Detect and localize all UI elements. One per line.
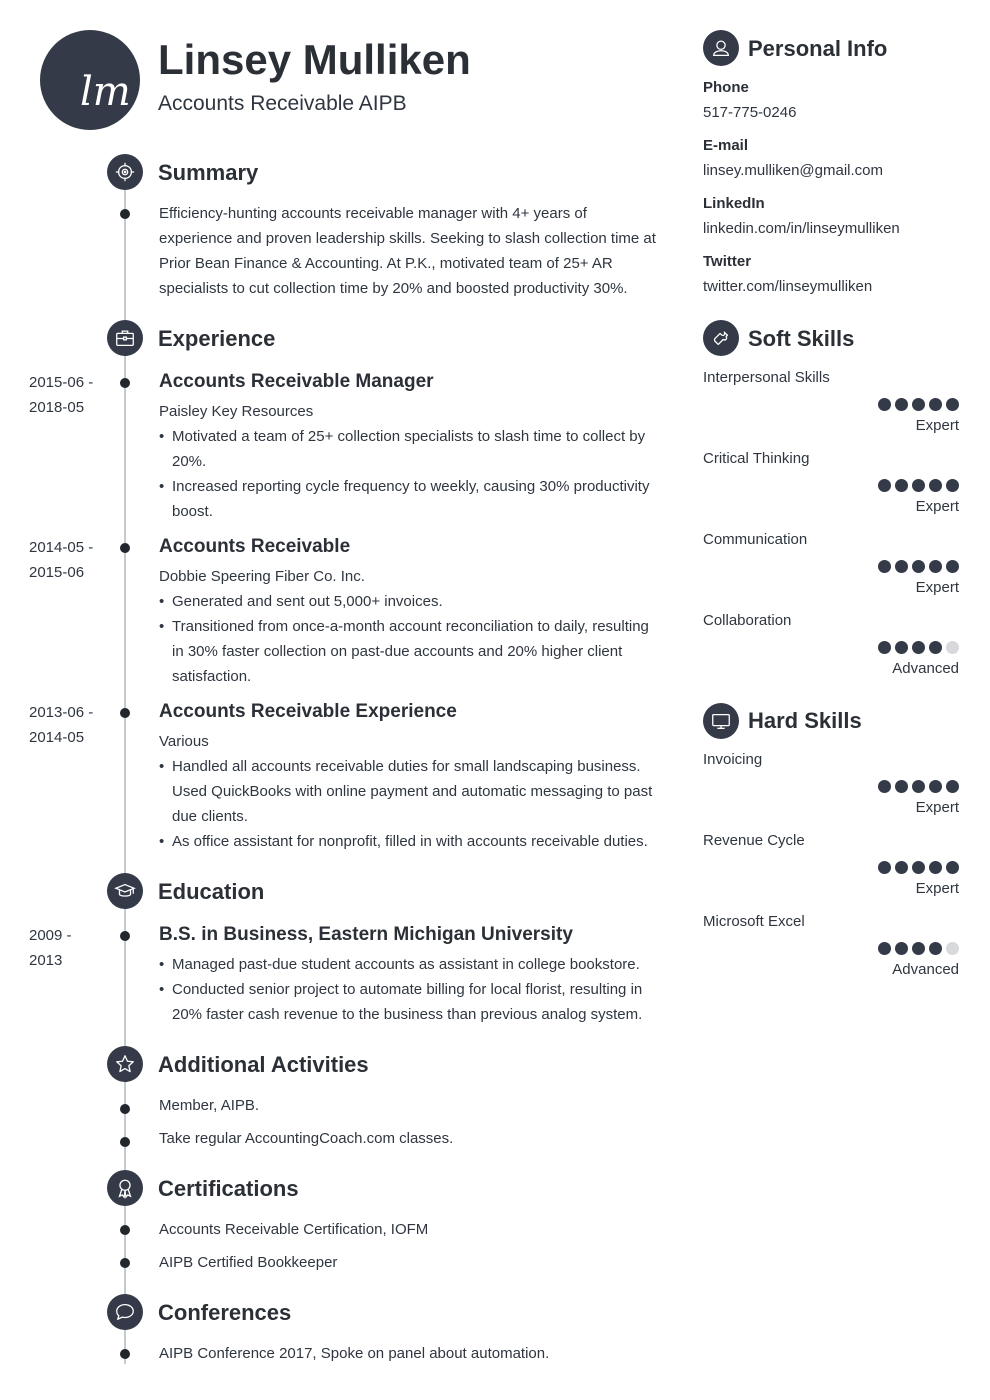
bullet-item: • Handled all accounts receivable duties for small landscaping business. Used QuickBooks with online payment and automatic messaging to past due clients. bbox=[159, 754, 664, 829]
job-entry bbox=[159, 370, 664, 524]
activities-heading: Additional Activities bbox=[158, 1052, 369, 1077]
job-dates bbox=[29, 700, 109, 750]
skill-name: Communication bbox=[703, 531, 808, 548]
job-company: Dobbie Speering Fiber Co. Inc. bbox=[159, 568, 365, 585]
soft-skills-heading: Soft Skills bbox=[748, 326, 855, 351]
job-date-end: 2018-05 bbox=[29, 399, 85, 416]
degree-title: B.S. in Business, Eastern Michigan University bbox=[159, 924, 573, 945]
rating-dot-filled bbox=[912, 479, 925, 492]
timeline-dot bbox=[120, 378, 130, 388]
timeline-dot bbox=[120, 543, 130, 553]
job-title: Accounts Receivable bbox=[159, 536, 351, 557]
skill-level: Expert bbox=[915, 417, 959, 434]
experience-heading: Experience bbox=[158, 326, 276, 351]
rating-dot-filled bbox=[878, 780, 891, 793]
skill-name: Invoicing bbox=[703, 751, 763, 768]
bullet-item: • Managed past-due student accounts as assistant in college bookstore. bbox=[159, 952, 664, 977]
phone-value[interactable]: 517-775-0246 bbox=[703, 104, 797, 121]
conference-item: AIPB Conference 2017, Spoke on panel about automation. bbox=[159, 1345, 550, 1362]
candidate-title: Accounts Receivable AIPB bbox=[158, 92, 407, 115]
rating-dot-filled bbox=[895, 861, 908, 874]
rating-dot-filled bbox=[946, 780, 959, 793]
speech-bubble-icon bbox=[107, 1294, 143, 1330]
skill-rating bbox=[878, 942, 959, 955]
job-date-end: 2015-06 bbox=[29, 564, 85, 581]
skill-rating bbox=[878, 641, 959, 654]
job-date-start: 2013-06 - bbox=[29, 704, 94, 721]
rating-dot-filled bbox=[878, 861, 891, 874]
job-entry bbox=[159, 700, 664, 854]
bullet-item: • Increased reporting cycle frequency to weekly, causing 30% productivity boost. bbox=[159, 474, 664, 524]
job-company: Various bbox=[159, 733, 209, 750]
rating-dot-filled bbox=[912, 398, 925, 411]
timeline-dot bbox=[120, 1104, 130, 1114]
briefcase-icon bbox=[107, 320, 143, 356]
bullet-item: • Conducted senior project to automate billing for local florist, resulting in 20% faster cash revenue to the business than previous analog system. bbox=[159, 977, 664, 1027]
summary-text: Efficiency-hunting accounts receivable manager with 4+ years of experience and proven leadership skills. Seeking to slash collection time at Prior Bean Finance & Accounting. At P.K., motivated team of 25+ AR specialists to cut collection time by 20% and boosted productivity 30%. bbox=[159, 205, 656, 297]
rating-dot-filled bbox=[912, 780, 925, 793]
rating-dot-empty bbox=[946, 942, 959, 955]
rating-dot-filled bbox=[946, 398, 959, 411]
rating-dot-filled bbox=[878, 479, 891, 492]
edu-date-start: 2009 - bbox=[29, 927, 72, 944]
rating-dot-filled bbox=[895, 398, 908, 411]
timeline-dot bbox=[120, 1258, 130, 1268]
rating-dot-filled bbox=[895, 942, 908, 955]
skill-level: Advanced bbox=[892, 961, 959, 978]
skill-level: Advanced bbox=[892, 660, 959, 677]
skill-level: Expert bbox=[915, 579, 959, 596]
skill-name: Microsoft Excel bbox=[703, 913, 805, 930]
linkedin-link[interactable]: linkedin.com/in/linseymulliken bbox=[703, 220, 900, 237]
avatar-initials: lm bbox=[80, 69, 131, 115]
education-entry bbox=[159, 923, 664, 1027]
skill-level: Expert bbox=[915, 880, 959, 897]
target-icon bbox=[107, 154, 143, 190]
skill-rating bbox=[878, 780, 959, 793]
job-title: Accounts Receivable Experience bbox=[159, 701, 457, 722]
certifications-heading: Certifications bbox=[158, 1176, 299, 1201]
twitter-link[interactable]: twitter.com/linseymulliken bbox=[703, 278, 873, 295]
skill-level: Expert bbox=[915, 498, 959, 515]
user-icon bbox=[703, 30, 739, 66]
graduation-cap-icon bbox=[107, 873, 143, 909]
rating-dot-filled bbox=[929, 641, 942, 654]
job-company: Paisley Key Resources bbox=[159, 403, 314, 420]
job-date-start: 2014-05 - bbox=[29, 539, 94, 556]
timeline-dot bbox=[120, 931, 130, 941]
timeline-dot bbox=[120, 1137, 130, 1147]
rating-dot-filled bbox=[878, 560, 891, 573]
rating-dot-filled bbox=[895, 479, 908, 492]
rating-dot-filled bbox=[878, 641, 891, 654]
job-bullets bbox=[159, 424, 664, 524]
rating-dot-filled bbox=[929, 560, 942, 573]
monitor-icon bbox=[703, 703, 739, 739]
rating-dot-filled bbox=[895, 780, 908, 793]
job-entry bbox=[159, 535, 664, 689]
twitter-label: Twitter bbox=[703, 253, 752, 270]
summary-heading: Summary bbox=[158, 160, 259, 185]
puzzle-icon bbox=[703, 320, 739, 356]
skill-rating bbox=[878, 861, 959, 874]
timeline-dot bbox=[120, 708, 130, 718]
rating-dot-filled bbox=[929, 398, 942, 411]
rating-dot-filled bbox=[878, 942, 891, 955]
email-label: E-mail bbox=[703, 137, 749, 154]
edu-dates bbox=[29, 923, 109, 973]
job-dates bbox=[29, 370, 109, 420]
bullet-item: • Motivated a team of 25+ collection specialists to slash time to collect by 20%. bbox=[159, 424, 664, 474]
rating-dot-filled bbox=[929, 479, 942, 492]
hard-skills-heading: Hard Skills bbox=[748, 708, 862, 733]
email-link[interactable]: linsey.mulliken@gmail.com bbox=[703, 162, 883, 179]
rating-dot-filled bbox=[946, 479, 959, 492]
phone-label: Phone bbox=[703, 79, 749, 96]
activity-item: Take regular AccountingCoach.com classes. bbox=[159, 1130, 454, 1147]
rating-dot-filled bbox=[946, 560, 959, 573]
skill-name: Critical Thinking bbox=[703, 450, 810, 467]
skill-rating bbox=[878, 479, 959, 492]
certification-item: Accounts Receivable Certification, IOFM bbox=[159, 1221, 429, 1238]
candidate-name: Linsey Mulliken bbox=[158, 36, 471, 83]
rating-dot-filled bbox=[946, 861, 959, 874]
timeline-dot bbox=[120, 1225, 130, 1235]
timeline-dot bbox=[120, 209, 130, 219]
job-bullets bbox=[159, 754, 664, 854]
job-title: Accounts Receivable Manager bbox=[159, 371, 434, 392]
bullet-item: • Transitioned from once-a-month account reconciliation to daily, resulting in 30% faster collection on past-due accounts and 20% higher client satisfaction. bbox=[159, 614, 664, 689]
conferences-heading: Conferences bbox=[158, 1300, 292, 1325]
skill-level: Expert bbox=[915, 799, 959, 816]
rating-dot-filled bbox=[929, 942, 942, 955]
rating-dot-filled bbox=[878, 398, 891, 411]
timeline-dot bbox=[120, 1349, 130, 1359]
ribbon-award-icon bbox=[107, 1170, 143, 1206]
rating-dot-filled bbox=[912, 861, 925, 874]
star-icon bbox=[107, 1046, 143, 1082]
job-dates bbox=[29, 535, 109, 585]
rating-dot-empty bbox=[946, 641, 959, 654]
bullet-item: • As office assistant for nonprofit, filled in with accounts receivable duties. bbox=[159, 829, 664, 854]
rating-dot-filled bbox=[912, 560, 925, 573]
rating-dot-filled bbox=[912, 641, 925, 654]
education-bullets bbox=[159, 952, 664, 1027]
activity-item: Member, AIPB. bbox=[159, 1097, 260, 1114]
certification-item: AIPB Certified Bookkeeper bbox=[159, 1254, 338, 1271]
edu-date-end: 2013 bbox=[29, 952, 63, 969]
job-date-start: 2015-06 - bbox=[29, 374, 94, 391]
rating-dot-filled bbox=[929, 861, 942, 874]
job-date-end: 2014-05 bbox=[29, 729, 85, 746]
rating-dot-filled bbox=[929, 780, 942, 793]
skill-rating bbox=[878, 560, 959, 573]
rating-dot-filled bbox=[895, 641, 908, 654]
rating-dot-filled bbox=[912, 942, 925, 955]
rating-dot-filled bbox=[895, 560, 908, 573]
linkedin-label: LinkedIn bbox=[703, 195, 765, 212]
skill-name: Collaboration bbox=[703, 612, 792, 629]
avatar-monogram bbox=[40, 30, 140, 130]
job-bullets bbox=[159, 589, 664, 689]
skill-rating bbox=[878, 398, 959, 411]
bullet-item: • Generated and sent out 5,000+ invoices. bbox=[159, 589, 664, 614]
skill-name: Revenue Cycle bbox=[703, 832, 805, 849]
personal-info-heading: Personal Info bbox=[748, 36, 888, 61]
education-heading: Education bbox=[158, 879, 265, 904]
skill-name: Interpersonal Skills bbox=[703, 369, 830, 386]
